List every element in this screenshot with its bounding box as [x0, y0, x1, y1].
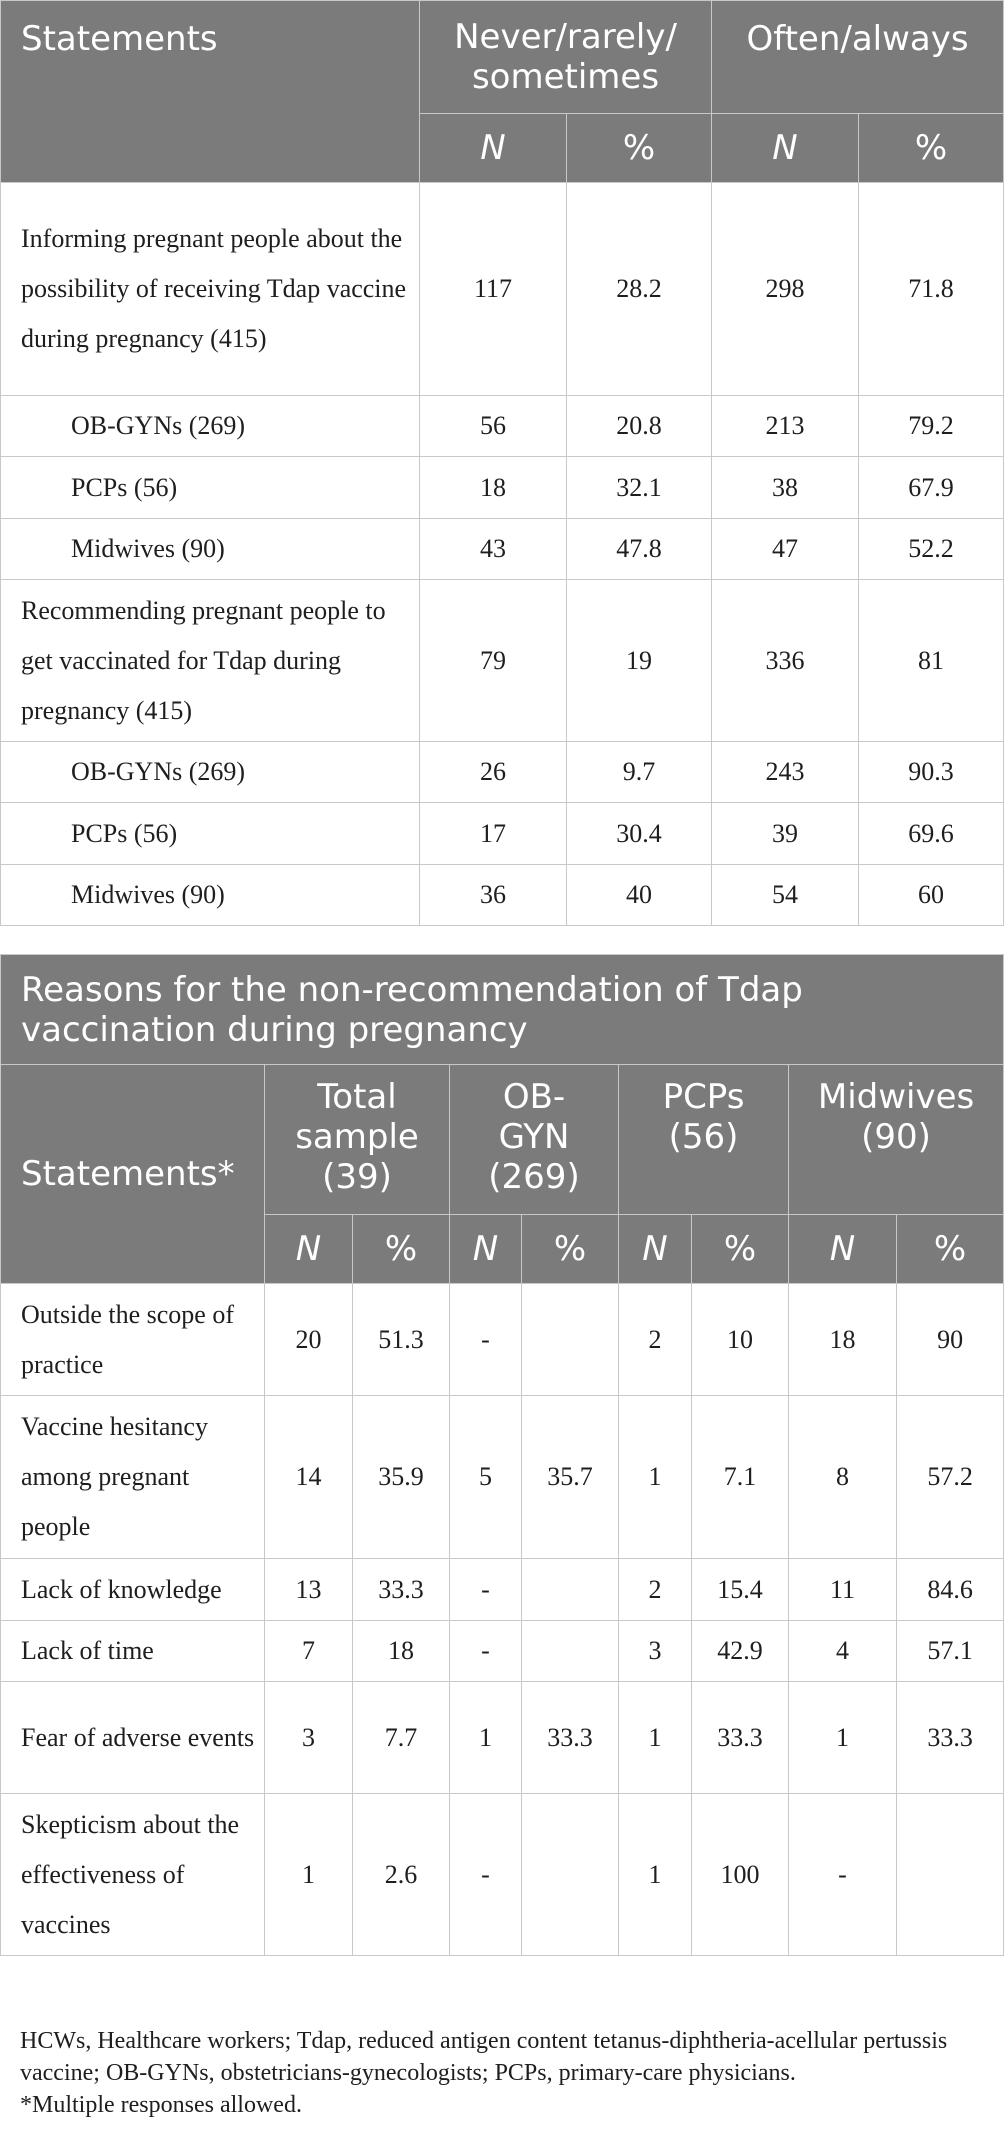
cell-n: 2 [619, 1559, 692, 1621]
cell-n: 47 [712, 519, 859, 580]
pct-header: % [567, 114, 712, 183]
reasons-table-title: Reasons for the non-recommendation of Tdap vaccination during pregnancy [1, 955, 1004, 1065]
cell-pct [522, 1794, 619, 1956]
cell-pct: 79.2 [859, 396, 1004, 457]
never-rarely-sometimes-header: Never/rarely/ sometimes [420, 1, 712, 114]
cell-n: 38 [712, 457, 859, 519]
cell-pct: 33.3 [692, 1682, 789, 1794]
cell-pct: 28.2 [567, 183, 712, 396]
cell-pct: 90.3 [859, 742, 1004, 803]
cell-n: - [450, 1621, 522, 1682]
row-label: Fear of adverse events [1, 1682, 265, 1794]
pcps-header: PCPs (56) [619, 1065, 789, 1215]
cell-pct: 57.2 [897, 1396, 1004, 1559]
cell-pct: 42.9 [692, 1621, 789, 1682]
cell-n: 26 [420, 742, 567, 803]
cell-n: 7 [265, 1621, 353, 1682]
cell-pct: 52.2 [859, 519, 1004, 580]
cell-n: 56 [420, 396, 567, 457]
row-label: Skepticism about the effectiveness of vaccines [1, 1794, 265, 1956]
statements-header: Statements [1, 1, 420, 183]
statements-header: Statements* [1, 1065, 265, 1284]
cell-n: - [789, 1794, 897, 1956]
cell-n: 1 [265, 1794, 353, 1956]
cell-n: 8 [789, 1396, 897, 1559]
cell-n: - [450, 1794, 522, 1956]
cell-pct: 33.3 [522, 1682, 619, 1794]
table-row [1, 519, 1004, 580]
pct-header: % [522, 1215, 619, 1284]
pct-header: % [353, 1215, 450, 1284]
cell-pct: 84.6 [897, 1559, 1004, 1621]
n-header: N [265, 1215, 353, 1284]
cell-n: 54 [712, 865, 859, 926]
table-row [1, 1621, 1004, 1682]
cell-pct: 100 [692, 1794, 789, 1956]
table-row [1, 183, 1004, 396]
cell-n: 20 [265, 1284, 353, 1396]
cell-pct: 51.3 [353, 1284, 450, 1396]
cell-n: 11 [789, 1559, 897, 1621]
cell-pct: 60 [859, 865, 1004, 926]
cell-pct: 69.6 [859, 803, 1004, 865]
cell-n: 39 [712, 803, 859, 865]
cell-pct: 32.1 [567, 457, 712, 519]
row-label: Recommending pregnant people to get vaccinated for Tdap during pregnancy (415) [1, 580, 420, 742]
cell-n: 1 [619, 1396, 692, 1559]
multiple-responses-footnote: *Multiple responses allowed. [20, 2092, 302, 2118]
cell-n: 18 [420, 457, 567, 519]
table-row [1, 1559, 1004, 1621]
cell-pct: 18 [353, 1621, 450, 1682]
cell-n: 1 [619, 1794, 692, 1956]
row-label: OB-GYNs (269) [1, 396, 420, 457]
cell-pct: 30.4 [567, 803, 712, 865]
cell-n: 1 [619, 1682, 692, 1794]
cell-pct: 35.7 [522, 1396, 619, 1559]
row-label: Midwives (90) [1, 865, 420, 926]
pct-header: % [692, 1215, 789, 1284]
cell-pct: 10 [692, 1284, 789, 1396]
cell-n: 213 [712, 396, 859, 457]
cell-n: - [450, 1559, 522, 1621]
cell-pct: 7.1 [692, 1396, 789, 1559]
cell-pct: 19 [567, 580, 712, 742]
cell-pct [522, 1284, 619, 1396]
row-label: PCPs (56) [1, 803, 420, 865]
cell-n: 336 [712, 580, 859, 742]
table-row [1, 742, 1004, 803]
cell-pct: 33.3 [353, 1559, 450, 1621]
table-row [1, 803, 1004, 865]
row-label: Vaccine hesitancy among pregnant people [1, 1396, 265, 1559]
table-row [1, 1396, 1004, 1559]
n-header: N [450, 1215, 522, 1284]
obgyn-header: OB-GYN (269) [450, 1065, 619, 1215]
cell-n: 13 [265, 1559, 353, 1621]
cell-pct: 35.9 [353, 1396, 450, 1559]
cell-pct: 33.3 [897, 1682, 1004, 1794]
cell-pct: 47.8 [567, 519, 712, 580]
row-label: Lack of time [1, 1621, 265, 1682]
row-label: Lack of knowledge [1, 1559, 265, 1621]
cell-n: 36 [420, 865, 567, 926]
table-row [1, 1794, 1004, 1956]
cell-pct [522, 1621, 619, 1682]
cell-n: 18 [789, 1284, 897, 1396]
n-header: N [789, 1215, 897, 1284]
cell-pct: 40 [567, 865, 712, 926]
often-always-header: Often/always [712, 1, 1004, 114]
row-label: PCPs (56) [1, 457, 420, 519]
row-label: OB-GYNs (269) [1, 742, 420, 803]
reasons-table [0, 954, 1004, 1956]
total-sample-header: Total sample (39) [265, 1065, 450, 1215]
cell-n: 1 [450, 1682, 522, 1794]
cell-n: 298 [712, 183, 859, 396]
cell-pct: 67.9 [859, 457, 1004, 519]
table-row [1, 865, 1004, 926]
table-row [1, 457, 1004, 519]
cell-n: 17 [420, 803, 567, 865]
cell-n: 117 [420, 183, 567, 396]
table-row [1, 396, 1004, 457]
cell-pct: 71.8 [859, 183, 1004, 396]
table-row [1, 580, 1004, 742]
pct-header: % [859, 114, 1004, 183]
cell-n: 79 [420, 580, 567, 742]
cell-pct [897, 1794, 1004, 1956]
midwives-header: Midwives (90) [789, 1065, 1004, 1215]
cell-n: 5 [450, 1396, 522, 1559]
row-label: Informing pregnant people about the possibility of receiving Tdap vaccine during pregnancy (415) [1, 183, 420, 396]
cell-pct: 57.1 [897, 1621, 1004, 1682]
pct-header: % [897, 1215, 1004, 1284]
cell-pct: 15.4 [692, 1559, 789, 1621]
row-label: Midwives (90) [1, 519, 420, 580]
cell-pct: 81 [859, 580, 1004, 742]
cell-pct: 2.6 [353, 1794, 450, 1956]
cell-pct: 9.7 [567, 742, 712, 803]
cell-pct: 7.7 [353, 1682, 450, 1794]
footnotes [20, 2025, 1000, 2121]
cell-pct: 20.8 [567, 396, 712, 457]
cell-n: 43 [420, 519, 567, 580]
n-header: N [420, 114, 567, 183]
n-header: N [619, 1215, 692, 1284]
cell-n: 14 [265, 1396, 353, 1559]
frequency-table [0, 0, 1004, 926]
cell-n: 4 [789, 1621, 897, 1682]
cell-n: 3 [619, 1621, 692, 1682]
table-row [1, 1284, 1004, 1396]
cell-n: 1 [789, 1682, 897, 1794]
table-row [1, 1682, 1004, 1794]
cell-n: - [450, 1284, 522, 1396]
row-label: Outside the scope of practice [1, 1284, 265, 1396]
n-header: N [712, 114, 859, 183]
cell-n: 243 [712, 742, 859, 803]
cell-pct [522, 1559, 619, 1621]
cell-n: 2 [619, 1284, 692, 1396]
cell-pct: 90 [897, 1284, 1004, 1396]
abbreviations-footnote: HCWs, Healthcare workers; Tdap, reduced antigen content tetanus-diphtheria-acellular pertussis vaccine; OB-GYNs, obstetricians-gynecologists; PCPs, primary-care physicians. [20, 2028, 948, 2086]
cell-n: 3 [265, 1682, 353, 1794]
